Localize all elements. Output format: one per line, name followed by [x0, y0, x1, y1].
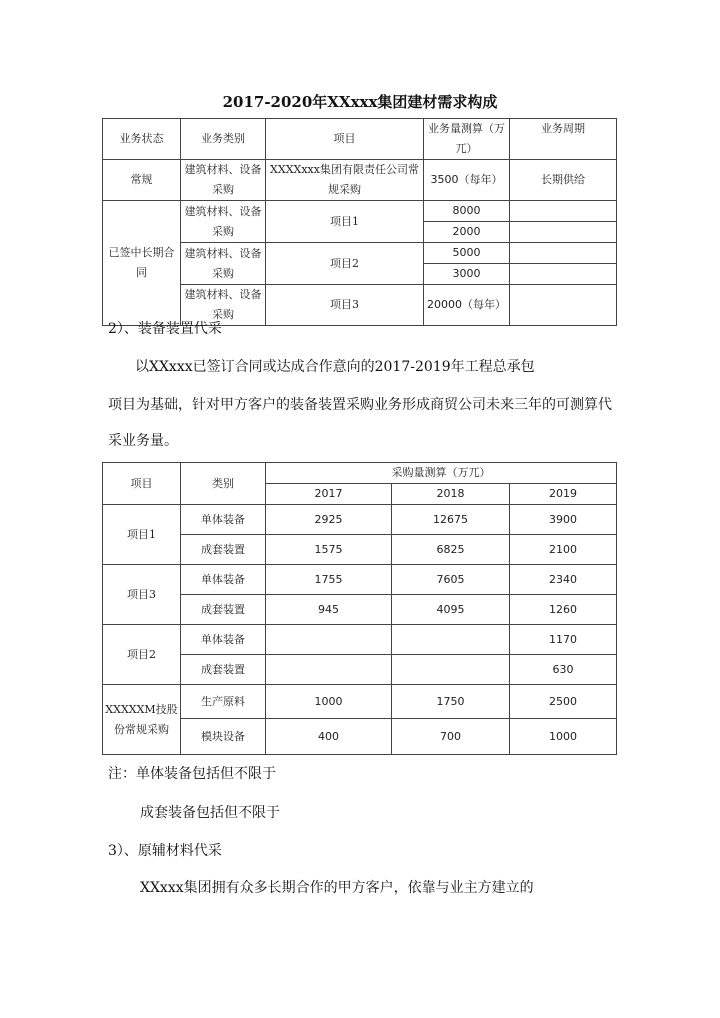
signed-cycle-2a [510, 243, 617, 264]
cell-value [392, 655, 510, 685]
paragraph-2-line-1: 以XXxxx已签订合同或达成合作意向的2017-2019年工程总承包 [135, 359, 535, 375]
cell-value: 2500 [510, 685, 617, 719]
signed-volume-2a: 5000 [424, 243, 510, 264]
header-volume: 业务量测算（万兀） [424, 119, 510, 160]
header-year-2017: 2017 [266, 484, 392, 505]
signed-cycle-2b [510, 264, 617, 285]
signed-project-1: 项目1 [266, 201, 424, 243]
cell-value [392, 625, 510, 655]
paragraph-3-line-1: XXxxx集团拥有众多长期合作的甲方客户，依靠与业主方建立的 [140, 880, 534, 896]
header-year-2018: 2018 [392, 484, 510, 505]
group-project-1: 项目1 [103, 505, 181, 565]
regular-volume: 3500（每年） [424, 160, 510, 201]
cell-value: 945 [266, 595, 392, 625]
signed-volume-2b: 3000 [424, 264, 510, 285]
row-category: 成套装置 [181, 595, 266, 625]
cell-value: 1000 [510, 719, 617, 755]
cell-value: 1755 [266, 565, 392, 595]
signed-category-1: 建筑材料、设备采购 [181, 201, 266, 243]
document-title: 2017-2020年XXxxx集团建材需求构成 [222, 93, 498, 111]
regular-project: XXXXxxx集团有限责任公司常规采购 [266, 160, 424, 201]
cell-value [266, 655, 392, 685]
signed-project-2: 项目2 [266, 243, 424, 285]
regular-cycle: 长期供给 [510, 160, 617, 201]
cell-value: 6825 [392, 535, 510, 565]
regular-category: 建筑材料、设备采购 [181, 160, 266, 201]
header-year-2019: 2019 [510, 484, 617, 505]
signed-status: 已签中长期合同 [103, 201, 181, 326]
cell-value: 2925 [266, 505, 392, 535]
signed-volume-3: 20000（每年） [424, 285, 510, 326]
cell-value [266, 625, 392, 655]
cell-value: 700 [392, 719, 510, 755]
group-project-3: 项目3 [103, 565, 181, 625]
row-category: 单体装备 [181, 505, 266, 535]
demand-composition-table [102, 118, 617, 326]
cell-value: 2100 [510, 535, 617, 565]
signed-cycle-1b [510, 222, 617, 243]
group-regular-procurement: XXXXXM技股份常规采购 [103, 685, 181, 755]
cell-value: 400 [266, 719, 392, 755]
cell-value: 1170 [510, 625, 617, 655]
header-project: 项目 [103, 463, 181, 505]
header-category: 类别 [181, 463, 266, 505]
signed-category-3: 建筑材料、设备采购 [181, 285, 266, 326]
cell-value: 1000 [266, 685, 392, 719]
signed-cycle-3 [510, 285, 617, 326]
row-category: 单体装备 [181, 625, 266, 655]
row-category: 生产原料 [181, 685, 266, 719]
row-category: 成套装置 [181, 655, 266, 685]
cell-value: 630 [510, 655, 617, 685]
signed-cycle-1a [510, 201, 617, 222]
paragraph-2-line-2: 项目为基础，针对甲方客户的装备装置采购业务形成商贸公司未来三年的可测算代 [108, 397, 612, 413]
cell-value: 3900 [510, 505, 617, 535]
signed-volume-1a: 8000 [424, 201, 510, 222]
cell-value: 1750 [392, 685, 510, 719]
procurement-forecast-table [102, 462, 617, 755]
paragraph-2-line-3: 采业务量。 [108, 433, 178, 449]
header-category: 业务类别 [181, 119, 266, 160]
header-status: 业务状态 [103, 119, 181, 160]
cell-value: 12675 [392, 505, 510, 535]
cell-value: 2340 [510, 565, 617, 595]
section-2-heading: 2）、装备装置代采 [108, 321, 222, 337]
note-line-1: 注：单体装备包括但不限于 [108, 766, 276, 782]
header-cycle: 业务周期 [510, 119, 617, 160]
section-3-heading: 3）、原辅材料代采 [108, 843, 222, 859]
row-category: 单体装备 [181, 565, 266, 595]
signed-volume-1b: 2000 [424, 222, 510, 243]
cell-value: 7605 [392, 565, 510, 595]
header-project: 项目 [266, 119, 424, 160]
cell-value: 4095 [392, 595, 510, 625]
signed-category-2: 建筑材料、设备采购 [181, 243, 266, 285]
header-measure: 采购量测算（万兀） [266, 463, 617, 484]
row-category: 模块设备 [181, 719, 266, 755]
cell-value: 1260 [510, 595, 617, 625]
regular-status: 常规 [103, 160, 181, 201]
cell-value: 1575 [266, 535, 392, 565]
note-line-2: 成套装备包括但不限于 [140, 805, 280, 821]
group-project-2: 项目2 [103, 625, 181, 685]
row-category: 成套装置 [181, 535, 266, 565]
signed-project-3: 项目3 [266, 285, 424, 326]
